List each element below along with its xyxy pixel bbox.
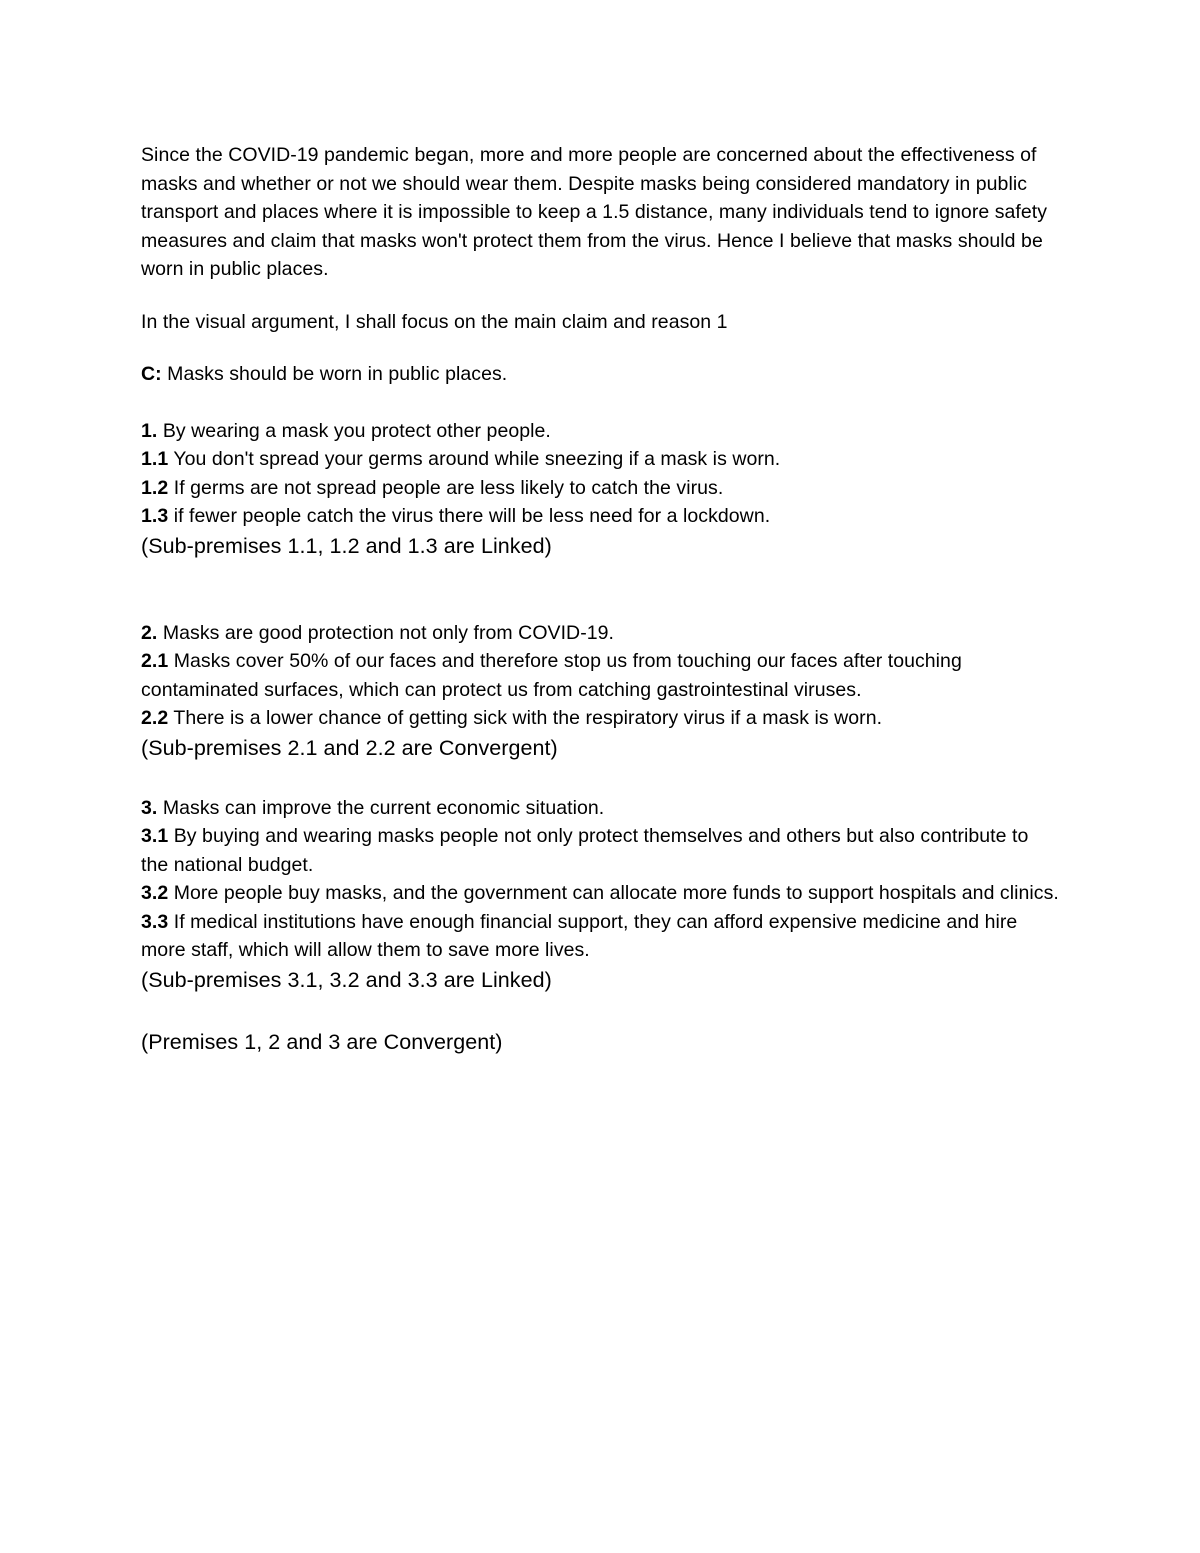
sub-premise-label: 3.2	[141, 882, 169, 904]
focus-statement: In the visual argument, I shall focus on the main claim and reason 1	[141, 310, 728, 333]
sub-premise-2-1	[141, 647, 1061, 704]
claim-text: Masks should be worn in public places.	[161, 363, 508, 385]
reason-2	[141, 619, 1061, 763]
sub-premise-text: You don't spread your germs around while sneezing if a mask is worn.	[168, 448, 781, 470]
reason-2-premise	[141, 619, 1061, 648]
reason-1-premise	[141, 417, 1061, 446]
sub-premise-text: if fewer people catch the virus there will be less need for a lockdown.	[168, 505, 771, 527]
sub-premise-3-1	[141, 822, 1061, 879]
reason-1	[141, 417, 1061, 561]
reason-3	[141, 794, 1061, 995]
sub-premise-1-2	[141, 474, 1061, 503]
reason-3-label: 3.	[141, 796, 158, 819]
sub-premise-label: 3.1	[141, 825, 169, 847]
sub-premise-label: 1.3	[141, 505, 169, 527]
intro-paragraph: Since the COVID-19 pandemic began, more and more people are concerned about the effectiveness of masks and whether or not we should wear them. Despite masks being considered mandatory in public transport and places where it is impossible to keep a 1.5 distance, many individuals tend to ignore safety measures and claim that masks won't protect them from the virus. Hence I believe that masks should be worn in public places.	[141, 144, 1048, 280]
sub-premise-text: By buying and wearing masks people not only protect themselves and others but also contribute to the national budget.	[141, 825, 1029, 876]
sub-premise-label: 1.1	[141, 448, 169, 470]
sub-premise-text: There is a lower chance of getting sick with the respiratory virus if a mask is worn.	[168, 707, 883, 729]
sub-premise-label: 2.1	[141, 650, 169, 672]
reason-1-text: By wearing a mask you protect other people.	[157, 419, 551, 442]
reason-2-text: Masks are good protection not only from COVID-19.	[157, 621, 614, 644]
sub-premise-label: 1.2	[141, 476, 169, 499]
main-claim	[141, 360, 1061, 389]
reason-3-premise	[141, 794, 1061, 823]
claim-label: C:	[141, 363, 162, 385]
sub-premise-1-3	[141, 502, 1061, 531]
sub-premise-text: Masks cover 50% of our faces and therefore stop us from touching our faces after touching contaminated surfaces, which can protect us from catching gastrointestinal viruses.	[141, 650, 962, 701]
reason-2-structure-note: (Sub-premises 2.1 and 2.2 are Convergent)	[141, 735, 558, 760]
reason-3-text: Masks can improve the current economic situation.	[157, 796, 605, 819]
sub-premise-1-1	[141, 445, 1061, 474]
sub-premise-label: 3.3	[141, 910, 169, 933]
sub-premise-label: 2.2	[141, 707, 169, 729]
document-body	[141, 141, 1061, 1057]
reason-3-structure-note: (Sub-premises 3.1, 3.2 and 3.3 are Linked)	[141, 967, 552, 992]
sub-premise-2-2	[141, 704, 1061, 733]
sub-premise-3-3	[141, 908, 1061, 965]
overall-structure-note: (Premises 1, 2 and 3 are Convergent)	[141, 1029, 503, 1054]
reason-1-label: 1.	[141, 419, 158, 442]
sub-premise-3-2	[141, 879, 1061, 908]
reason-2-label: 2.	[141, 621, 158, 644]
sub-premise-text: If medical institutions have enough financial support, they can afford expensive medicine and hire more staff, which will allow them to save more lives.	[141, 910, 1018, 961]
sub-premise-text: If germs are not spread people are less likely to catch the virus.	[168, 476, 724, 499]
sub-premise-text: More people buy masks, and the government can allocate more funds to support hospitals and clinics.	[168, 882, 1059, 904]
reason-1-structure-note: (Sub-premises 1.1, 1.2 and 1.3 are Linked)	[141, 533, 552, 558]
